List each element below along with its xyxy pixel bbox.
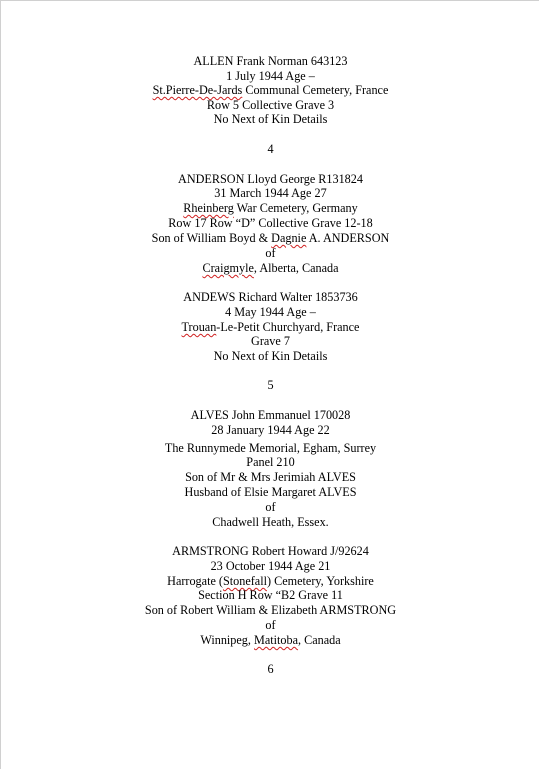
entry-date: 23 October 1944 Age 21 (210, 559, 331, 573)
entry-town (1, 261, 539, 276)
entry-kin: No Next of Kin Details (213, 112, 328, 126)
entry-cemetery (1, 201, 539, 216)
entry-of: of (265, 500, 276, 514)
entry-grave: Row 5 Collective Grave 3 (206, 98, 335, 112)
spellcheck-word: Rheinberg (183, 201, 234, 215)
spellcheck-word: Dagnie (271, 231, 307, 245)
town-text: , Alberta, Canada (253, 261, 339, 275)
town-text: Winnipeg, (200, 633, 254, 647)
spellcheck-word: Stonefall (222, 574, 267, 588)
kin-text: Son of William Boyd & (151, 231, 272, 245)
cemetery-text: ) Cemetery, Yorkshire (266, 574, 374, 588)
entry-name: ARMSTRONG Robert Howard J/92624 (172, 544, 369, 558)
kin-text: A. ANDERSON (306, 231, 390, 245)
entry-kin: Son of Robert William & Elizabeth ARMSTRONG (144, 603, 397, 617)
cemetery-text: War Cemetery, Germany (233, 201, 358, 215)
entry-cemetery (1, 320, 539, 335)
entry-cemetery: The Runnymede Memorial, Egham, Surrey (164, 441, 377, 455)
spellcheck-word: Trouan (181, 320, 217, 334)
entry-grave: Section H Row “B2 Grave 11 (198, 588, 343, 602)
spellcheck-word: Matitoba (254, 633, 299, 647)
entry-kin: No Next of Kin Details (213, 349, 328, 363)
entry-cemetery (1, 574, 539, 589)
entry-cemetery (1, 83, 539, 98)
entry-date: 4 May 1944 Age – (225, 305, 316, 319)
entry-date: 31 March 1944 Age 27 (214, 186, 327, 200)
cemetery-text: Harrogate ( (167, 574, 223, 588)
entry-date: 28 January 1944 Age 22 (211, 423, 330, 437)
entry-name: ALVES John Emmanuel 170028 (190, 408, 351, 422)
spellcheck-word: Craigmyle (202, 261, 254, 275)
cemetery-text: -Le-Petit Churchyard, France (216, 320, 360, 334)
page-number: 4 (267, 142, 274, 156)
entry-grave: Panel 210 (246, 455, 295, 469)
entry-grave: Grave 7 (251, 334, 290, 348)
entry-name: ANDEWS Richard Walter 1853736 (183, 290, 358, 304)
entry-name: ANDERSON Lloyd George R131824 (178, 172, 363, 186)
entry-kin (1, 231, 539, 246)
cemetery-text: Communal Cemetery, France (242, 83, 389, 97)
entry-kin: Son of Mr & Mrs Jerimiah ALVES (185, 470, 356, 484)
entry-grave: Row 17 Row “D” Collective Grave 12-18 (168, 216, 373, 230)
entry-town: Chadwell Heath, Essex. (212, 515, 329, 529)
spellcheck-word: St.Pierre-De-Jards (152, 83, 243, 97)
town-text: , Canada (298, 633, 341, 647)
entry-town (1, 633, 539, 648)
page-number: 6 (267, 662, 274, 676)
entry-date: 1 July 1944 Age – (226, 69, 315, 83)
entry-of: of (265, 618, 276, 632)
entry-of: of (265, 246, 276, 260)
entry-kin-secondary: Husband of Elsie Margaret ALVES (184, 485, 357, 499)
entry-name: ALLEN Frank Norman 643123 (193, 54, 348, 68)
page-number: 5 (267, 378, 274, 392)
